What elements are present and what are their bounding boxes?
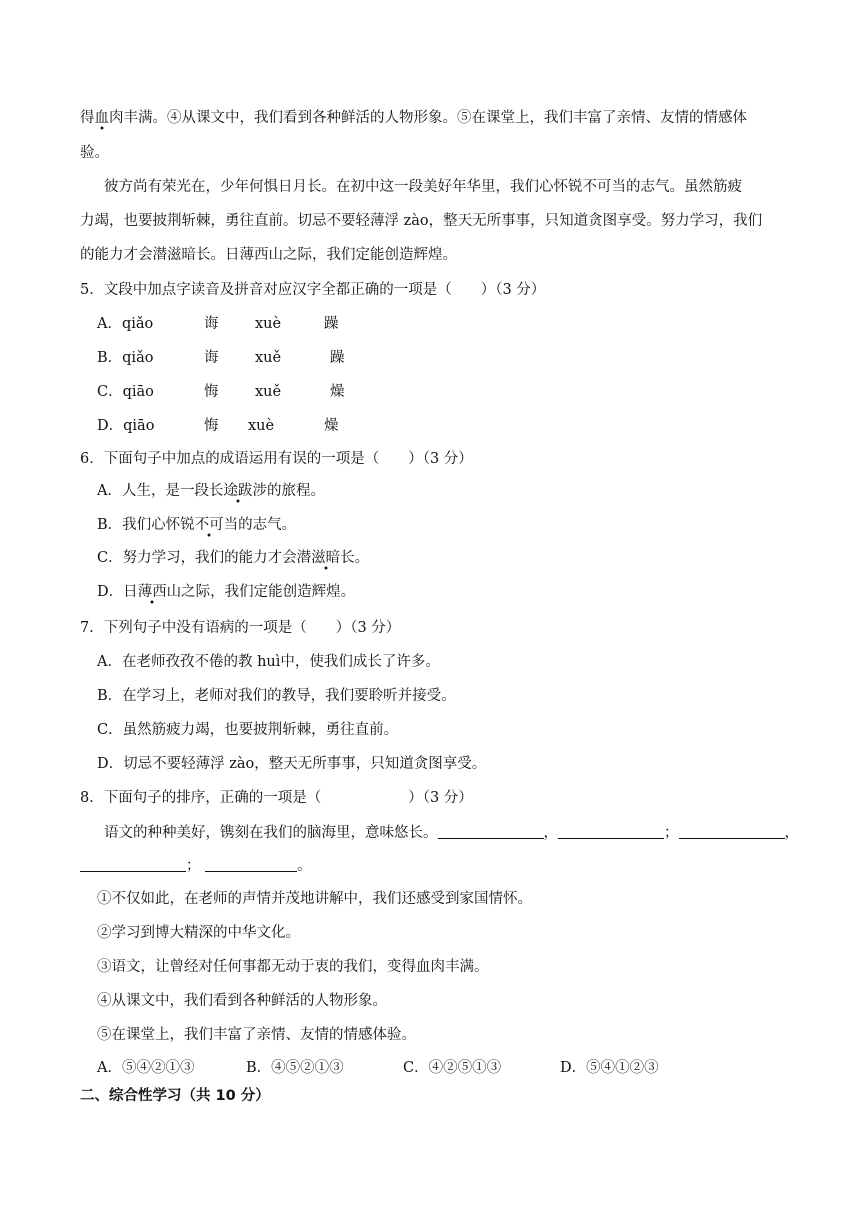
q8-answer-a[interactable]: A．⑤④②①③ (97, 1060, 195, 1076)
punctuation: ； (186, 858, 201, 874)
q8-answer-b[interactable]: B．④⑤②①③ (246, 1060, 344, 1076)
answer-blank-5[interactable] (205, 855, 297, 872)
q6-option-a[interactable] (97, 481, 325, 501)
option-text: D． (97, 584, 124, 600)
punctuation: ； (664, 825, 679, 841)
q8-answer-d[interactable]: D．⑤④①②③ (560, 1060, 659, 1076)
q7-option-d[interactable]: D．切忌不要轻薄浮 zào，整天无所事事，只知道贪图享受。 (97, 756, 487, 772)
option-text: 。 (354, 550, 370, 566)
option-text: A．人生，是一段 (97, 483, 209, 499)
option-char: 燥 (324, 418, 339, 434)
option-pinyin: xuè (248, 418, 275, 434)
answer-blank-4[interactable] (80, 855, 186, 872)
option-pinyin: xuě (255, 350, 282, 366)
passage-line-2: 验。 (80, 145, 109, 161)
punctuation: ， (784, 825, 799, 841)
option-pinyin: xuě (255, 384, 282, 400)
q8-sentence-line-1 (104, 822, 799, 843)
option-char: 躁 (330, 350, 345, 366)
dotted-char: 血 (95, 110, 110, 131)
dotted-idiom: 潜滋暗长 (297, 550, 355, 571)
q7-stem: 7．下列句子中没有语病的一项是（ ）（3 分） (80, 620, 401, 636)
q6-option-d[interactable] (97, 582, 355, 602)
option-label: C．qiāo (97, 384, 154, 400)
q6-stem: 6．下面句子中加点的成语运用有误的一项是（ ）（3 分） (80, 451, 473, 467)
q8-stem: 8．下面句子的排序，正确的一项是（ ）（3 分） (80, 790, 473, 806)
q5-stem: 5．文段中加点字读音及拼音对应汉字全都正确的一项是（ ）（3 分） (80, 282, 546, 298)
option-char: 诲 (204, 316, 219, 332)
option-char: 悔 (204, 418, 219, 434)
q8-item-2: ②学习到博大精深的中华文化。 (97, 925, 300, 941)
option-label: B．qiǎo (97, 350, 154, 366)
q7-option-a[interactable]: A．在老师孜孜不倦的教 huì中，使我们成长了许多。 (97, 654, 440, 670)
dotted-idiom: 长途跋涉 (209, 483, 267, 504)
passage-line-4: 力竭，也要披荆斩棘，勇往直前。切忌不要轻薄浮 zào，整天无所事事，只知道贪图享受。努力学习，我们 (80, 213, 763, 229)
q6-option-c[interactable] (97, 548, 369, 568)
q7-option-c[interactable]: C．虽然筋疲力竭，也要披荆斩棘，勇往直前。 (97, 722, 399, 738)
passage-line-1 (80, 108, 747, 128)
passage-line-3: 彼方尚有荣光在，少年何惧日月长。在初中这一段美好年华里，我们心怀锐不可当的志气。虽然筋疲 (104, 179, 742, 195)
passage-line-5: 的能力才会潜滋暗长。日薄西山之际，我们定能创造辉煌。 (80, 247, 457, 263)
dotted-idiom: 日薄西山 (123, 584, 181, 605)
passage-text: 得 (80, 110, 95, 126)
q8-answer-c[interactable]: C．④②⑤①③ (403, 1060, 502, 1076)
q8-item-4: ④从课文中，我们看到各种鲜活的人物形象。 (97, 993, 387, 1009)
q8-item-5: ⑤在课堂上，我们丰富了亲情、友情的情感体验。 (97, 1027, 416, 1043)
option-char: 诲 (204, 350, 219, 366)
option-label: D．qiāo (97, 418, 155, 434)
option-text: 的旅程。 (266, 483, 325, 499)
q8-sentence-line-2 (80, 855, 312, 876)
passage-text: 肉丰满。④从课文中，我们看到各种鲜活的人物形象。⑤在课堂上，我们丰富了亲情、友情的情感体 (109, 110, 747, 126)
q7-option-b[interactable]: B．在学习上，老师对我们的教导，我们要聆听并接受。 (97, 688, 456, 704)
option-char: 躁 (324, 316, 339, 332)
q8-item-3: ③语文，让曾经对任何事都无动于衷的我们，变得血肉丰满。 (97, 959, 489, 975)
q8-sentence: 语文的种种美好，镌刻在我们的脑海里，意味悠长。 (104, 825, 438, 841)
q8-item-1: ①不仅如此，在老师的声情并茂地讲解中，我们还感受到家国情怀。 (97, 891, 532, 907)
option-char: 悔 (204, 384, 219, 400)
option-text: 之际，我们定能创造辉煌。 (181, 584, 356, 600)
option-char: 燥 (330, 384, 345, 400)
answer-blank-3[interactable] (679, 822, 785, 839)
punctuation: ， (543, 825, 558, 841)
option-label: A．qiǎo (97, 316, 154, 332)
option-text: C．努力学习，我们的能力才会 (97, 550, 297, 566)
punctuation: 。 (297, 858, 312, 874)
option-text: 的志气。 (238, 517, 297, 533)
dotted-idiom: 锐不可当 (180, 517, 238, 538)
option-pinyin: xuè (255, 316, 282, 332)
answer-blank-1[interactable] (438, 822, 544, 839)
section-2-heading: 二、综合性学习（共 10 分） (80, 1088, 270, 1104)
option-text: B．我们心怀 (97, 517, 181, 533)
answer-blank-2[interactable] (558, 822, 664, 839)
q6-option-b[interactable] (97, 515, 296, 535)
